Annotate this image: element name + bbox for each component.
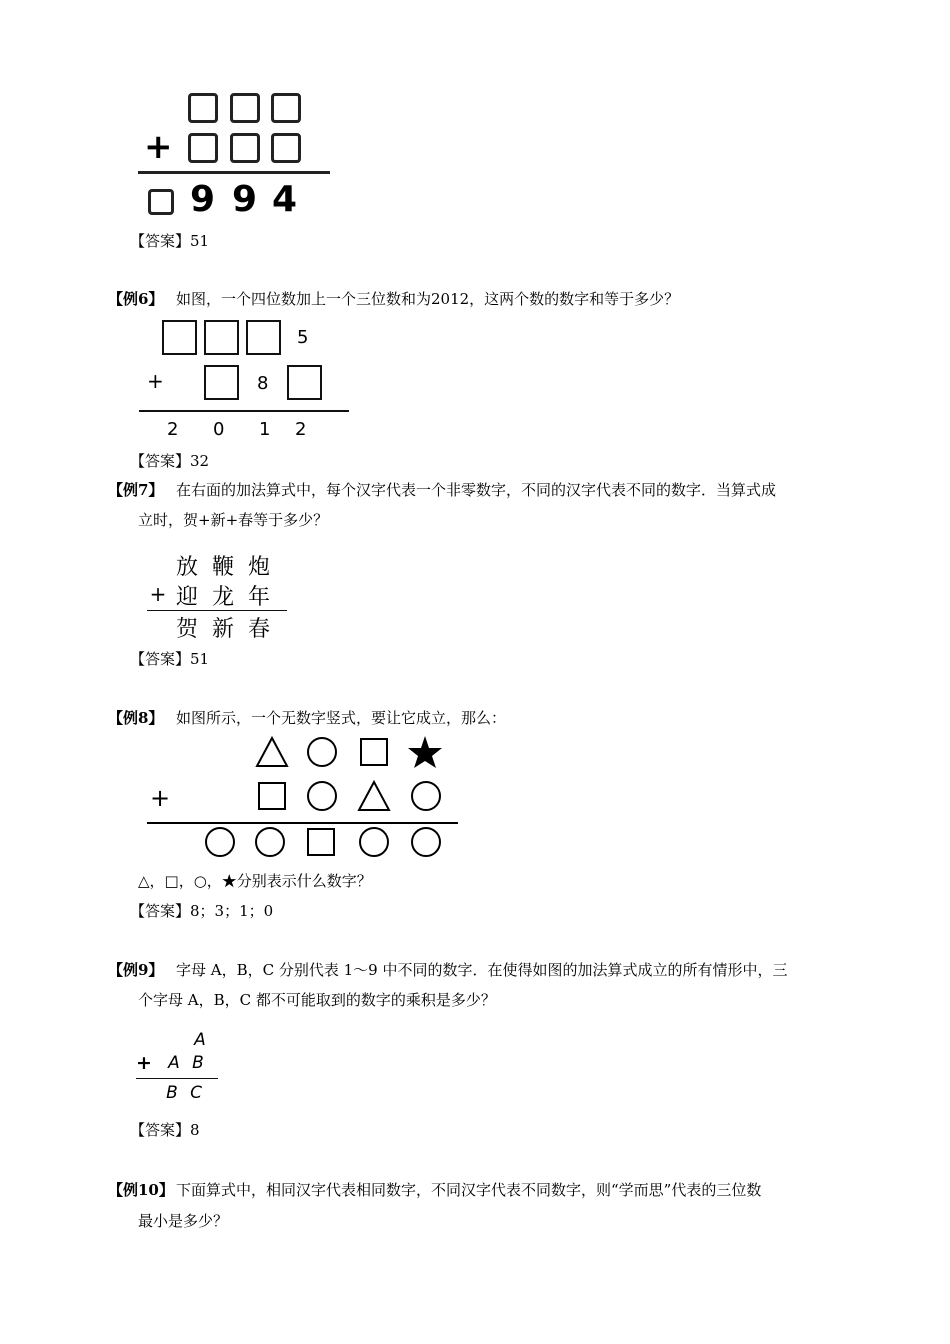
square-shape [308,829,334,855]
circle-shape [412,782,440,810]
plus-sign: + [150,784,171,812]
figure-ex6 [135,315,355,450]
char: 新 [211,617,234,642]
char: 贺 [175,617,198,642]
blank-box [204,365,239,400]
example-label: 【例6】 [108,290,164,308]
question-text: 字母 A，B，C 分别代表 1～9 中不同的数字．在使得如图的加法算式成立的所有情形中，三 [176,961,788,979]
answer-ex6: 【答案】32 [130,452,210,470]
letter-a: A [194,1030,206,1050]
sum-digit: 1 [259,419,271,440]
triangle-shape [257,738,287,766]
letter-b: B [192,1053,204,1073]
blank-box [204,320,239,355]
blank-box [188,133,218,163]
question-text: 如图，一个四位数加上一个三位数和为2012，这两个数的数字和等于多少？ [176,290,680,308]
example-label: 【例8】 [108,709,164,727]
answer-ex9: 【答案】8 [130,1121,200,1139]
square-shape [259,783,285,809]
example-label: 【例9】 [108,961,164,979]
sum-line [136,1078,218,1079]
example-label: 【例10】 [108,1181,174,1199]
circle-shape [412,828,440,856]
figure-ex8 [140,730,470,865]
blank-box [230,93,260,123]
plus-sign: + [147,369,164,393]
char: 年 [247,585,270,610]
digit-8: 8 [257,373,269,394]
char: 迎 [175,585,198,610]
sub-question: △，□，○，★分别表示什么数字？ [138,872,372,890]
digit-5: 5 [297,327,309,348]
plus-sign: + [144,127,173,167]
circle-shape [256,828,284,856]
blank-box [230,133,260,163]
char: 放 [175,555,198,580]
sum-digit: 9 [232,179,258,220]
char: 龙 [211,585,234,610]
sum-digit: 4 [272,179,298,220]
letter-c: C [190,1083,202,1103]
char: 鞭 [211,555,234,580]
sum-line [138,171,330,174]
answer-ex7: 【答案】51 [130,650,210,668]
triangle-shape [359,782,389,810]
sum-line [139,410,349,412]
question-text: 在右面的加法算式中，每个汉字代表一个非零数字，不同的汉字代表不同的数字．当算式成 [176,481,777,499]
sum-line [147,610,287,611]
question-text: 立时，贺+新+春等于多少？ [138,511,329,529]
question-text: 如图所示，一个无数字竖式，要让它成立，那么： [176,709,507,727]
figure-ex5 [130,85,340,225]
figure-ex7 [145,548,295,643]
answer-ex5: 【答案】51 [130,232,210,250]
blank-box [162,320,197,355]
plus-sign: + [136,1052,152,1074]
blank-box [271,133,301,163]
question-text: 个字母 A，B，C 都不可能取到的数字的乘积是多少？ [138,991,496,1009]
question-text: 最小是多少？ [138,1212,229,1230]
blank-box [148,189,174,215]
question-text: 下面算式中，相同汉字代表相同数字，不同汉字代表不同数字，则“学而思”代表的三位数 [176,1181,762,1199]
figure-ex9 [130,1030,230,1110]
circle-shape [360,828,388,856]
blank-box [246,320,281,355]
sum-digit: 2 [295,419,307,440]
example-label: 【例7】 [108,481,164,499]
letter-a: A [168,1053,180,1073]
circle-shape [206,828,234,856]
plus-sign: + [149,582,167,606]
blank-box [188,93,218,123]
char: 春 [247,617,270,642]
letter-b: B [166,1083,178,1103]
square-shape [361,739,387,765]
sum-digit: 2 [167,419,179,440]
circle-shape [308,782,336,810]
blank-box [287,365,322,400]
star-shape [408,736,442,768]
blank-box [271,93,301,123]
char: 炮 [247,555,270,580]
answer-ex8: 【答案】8；3；1；0 [130,902,274,920]
sum-digit: 9 [190,179,216,220]
circle-shape [308,738,336,766]
sum-digit: 0 [213,419,225,440]
